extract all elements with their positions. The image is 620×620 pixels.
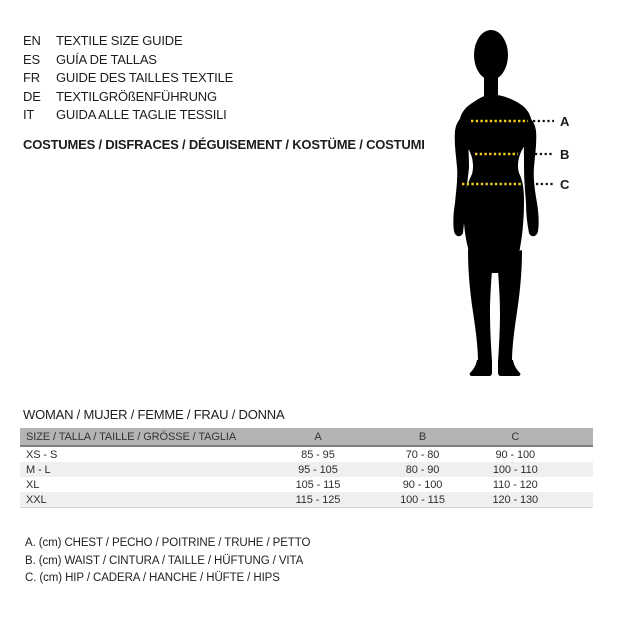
footnote-waist: B. (cm) WAIST / CINTURA / TAILLE / HÜFTUNG / VITA — [25, 554, 304, 567]
silhouette-right-leg — [497, 250, 522, 362]
language-label: GUÍA DE TALLAS — [56, 51, 157, 67]
waist-range-cell: 80 - 90 — [405, 463, 440, 476]
table-row — [20, 462, 593, 477]
woman-silhouette-figure — [440, 20, 620, 400]
hip-range-cell: 90 - 100 — [495, 448, 536, 461]
language-code: ES — [23, 51, 40, 67]
waist-range-cell: 100 - 115 — [400, 493, 445, 506]
chest-label: A — [560, 114, 570, 129]
chest-range-cell: 105 - 115 — [295, 478, 341, 491]
language-list — [23, 32, 233, 125]
silhouette-left-leg — [468, 250, 493, 362]
language-label: TEXTILGRÖßENFÜHRUNG — [56, 88, 217, 104]
table-row — [20, 492, 593, 508]
size-table — [20, 428, 593, 508]
waist-label: B — [560, 147, 570, 162]
size-table-header-b: B — [370, 428, 476, 446]
language-row-it — [23, 106, 233, 125]
language-code: EN — [23, 33, 41, 48]
footnote-hip: C. (cm) HIP / CADERA / HANCHE / HÜFTE / HIPS — [25, 572, 280, 585]
size-table-header-a: A — [266, 428, 369, 446]
category-line: COSTUMES / DISFRACES / DÉGUISEMENT / KOSTÜME / COSTUMI — [23, 137, 425, 152]
language-code: FR — [23, 70, 40, 86]
woman-silhouette-icon — [453, 30, 538, 376]
silhouette-right-arm — [523, 114, 539, 236]
size-cell: XS - S — [26, 448, 58, 461]
language-label: TEXTILE SIZE GUIDE — [56, 33, 183, 48]
size-cell: XL — [26, 478, 40, 491]
language-label: GUIDA ALLE TAGLIE TESSILI — [56, 107, 227, 123]
waist-range-cell: 90 - 100 — [402, 478, 443, 491]
silhouette-left-foot — [470, 360, 492, 376]
language-row-de — [23, 88, 233, 107]
chest-range-cell: 95 - 105 — [298, 463, 338, 476]
hip-range-cell: 100 - 110 — [492, 463, 538, 476]
size-table-header-row — [20, 428, 593, 446]
language-row-en — [23, 32, 233, 51]
size-cell: M - L — [26, 463, 51, 476]
figure-area — [440, 20, 620, 400]
hip-range-cell: 120 - 130 — [492, 493, 539, 506]
language-label: GUIDE DES TAILLES TEXTILE — [56, 70, 234, 86]
language-row-es — [23, 51, 233, 70]
language-row-fr — [23, 69, 233, 88]
hip-label: C — [560, 177, 570, 192]
table-row — [20, 446, 593, 462]
footnote-chest: A. (cm) CHEST / PECHO / POITRINE / TRUHE / PETTO — [25, 537, 311, 549]
size-table-header-c: C — [476, 428, 593, 446]
chest-range-cell: 85 - 95 — [301, 448, 335, 461]
size-table-header-size: SIZE / TALLA / TAILLE / GRÖSSE / TAGLIA — [20, 428, 266, 446]
waist-range-cell: 70 - 80 — [405, 448, 440, 461]
silhouette-right-foot — [498, 360, 520, 376]
size-cell: XXL — [26, 493, 47, 506]
language-code: IT — [23, 107, 35, 123]
table-row — [20, 477, 593, 492]
hip-range-cell: 110 - 120 — [492, 478, 538, 491]
audience-line: WOMAN / MUJER / FEMME / FRAU / DONNA — [23, 407, 285, 422]
measurement-footnotes — [25, 535, 310, 588]
language-code: DE — [23, 88, 41, 104]
chest-range-cell: 115 - 125 — [295, 493, 341, 506]
